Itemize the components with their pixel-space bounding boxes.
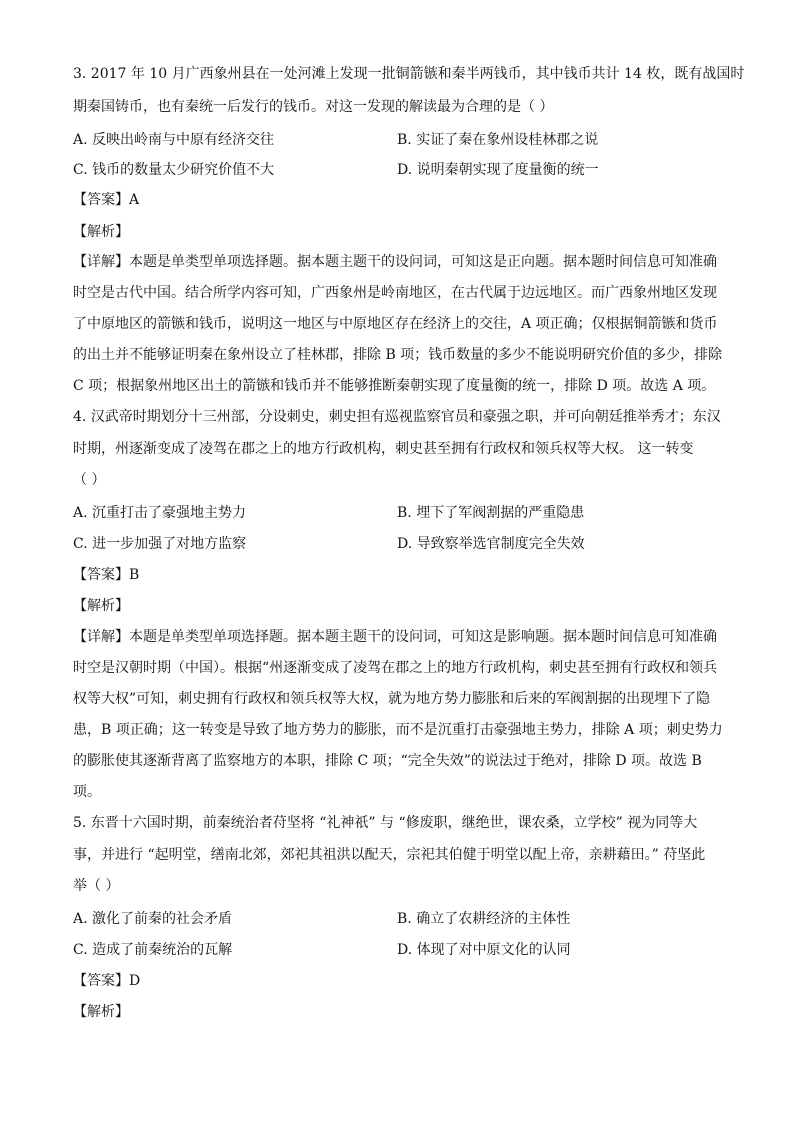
q3-stem-line-2: 期秦国铸币，也有秦统一后发行的钱币。对这一发现的解读最为合理的是（ ） [73,99,554,115]
q3-detail-line-2: 时空是古代中国。结合所学内容可知，广西象州是岭南地区，在古代属于边远地区。而广西象州地区发现 [73,285,717,301]
q3-detail-line-3: 了中原地区的箭镞和钱币，说明这一地区与中原地区存在经济上的交往，A 项正确；仅根据铜箭镞和货币 [73,316,718,332]
q5-stem-line-1: 5. 东晋十六国时期，前秦统治者苻坚将 “礼神祇” 与 “修废职，继绝世，课农桑，立学校” 视为同等大 [73,815,698,831]
q4-stem-line-1: 4. 汉武帝时期划分十三州部，分设刺史，刺史担有巡视监察官员和豪强之职，并可向朝廷推举秀才；东汉 [73,409,721,425]
q4-detail-line-5: 的膨胀使其逐渐背离了监察地方的本职，排除 C 项；“完全失效”的说法过于绝对，排除 D 项。故选 B [73,753,702,769]
q5-option-d: D. 体现了对中原文化的认同 [397,942,571,958]
q4-detail-line-4: 患，B 项正确；这一转变是导致了地方势力的膨胀，而不是沉重打击豪强地主势力，排除 A 项；刺史势力 [73,722,723,738]
q3-detail-line-1: 【详解】本题是单类型单项选择题。据本题主题干的设问词，可知这是正向题。据本题时间信息可知准确 [73,254,717,270]
q4-detail-line-2: 时空是汉朝时期（中国）。根据“州逐渐变成了凌驾在郡之上的地方行政机构，刺史甚至拥有行政权和领兵 [73,660,718,676]
q4-stem-line-2: 时期，州逐渐变成了凌驾在郡之上的地方行政机构，刺史甚至拥有行政权和领兵权等大权。 这一转变 [73,441,694,457]
q4-analysis-heading: 【解析】 [73,598,129,614]
q4-detail-line-1: 【详解】本题是单类型单项选择题。据本题主题干的设问词，可知这是影响题。据本题时间信息可知准确 [73,629,717,645]
q4-option-d: D. 导致察举选官制度完全失效 [397,536,585,552]
q5-option-a: A. 激化了前秦的社会矛盾 [73,911,233,927]
q4-answer: 【答案】B [73,567,140,583]
q5-stem-line-3: 举（ ） [73,878,120,894]
q5-stem-line-2: 事，并进行 “起明堂，缮南北郊，郊祀其祖洪以配天，宗祀其伯健于明堂以配上帝，亲耕藉田。” 苻坚此 [73,847,706,863]
q5-answer: 【答案】D [73,973,141,989]
q3-option-c: C. 钱币的数量太少研究价值不大 [73,162,275,178]
q3-option-d: D. 说明秦朝实现了度量衡的统一 [397,162,599,178]
q4-option-b: B. 埋下了军阀割据的严重隐患 [397,505,585,521]
q4-option-a: A. 沉重打击了豪强地主势力 [73,505,247,521]
q3-option-a: A. 反映出岭南与中原有经济交往 [73,132,275,148]
q4-stem-line-3: （ ） [73,472,106,488]
q3-option-b: B. 实证了秦在象州设桂林郡之说 [397,132,599,148]
q5-option-c: C. 造成了前秦统治的瓦解 [73,942,233,958]
q5-analysis-heading: 【解析】 [73,1004,129,1020]
q3-detail-line-4: 的出土并不能够证明秦在象州设立了桂林郡，排除 B 项；钱币数量的多少不能说明研究价值的多少，排除 [73,347,723,363]
q3-stem-line-1: 3. 2017 年 10 月广西象州县在一处河滩上发现一批铜箭镞和秦半两钱币，其中钱币共计 14 枚，既有战国时 [73,66,745,82]
q4-option-c: C. 进一步加强了对地方监察 [73,536,247,552]
q3-detail-line-5: C 项；根据象州地区出土的箭镞和钱币并不能够推断秦朝实现了度量衡的统一，排除 D 项。故选 A 项。 [73,378,716,394]
q3-answer: 【答案】A [73,192,140,208]
q4-detail-line-3: 权等大权”可知，刺史拥有行政权和领兵权等大权，就为地方势力膨胀和后来的军阀割据的出现埋下了隐 [73,691,711,707]
q5-option-b: B. 确立了农耕经济的主体性 [397,911,571,927]
q3-analysis-heading: 【解析】 [73,224,129,240]
q4-detail-line-6: 项。 [73,784,101,800]
